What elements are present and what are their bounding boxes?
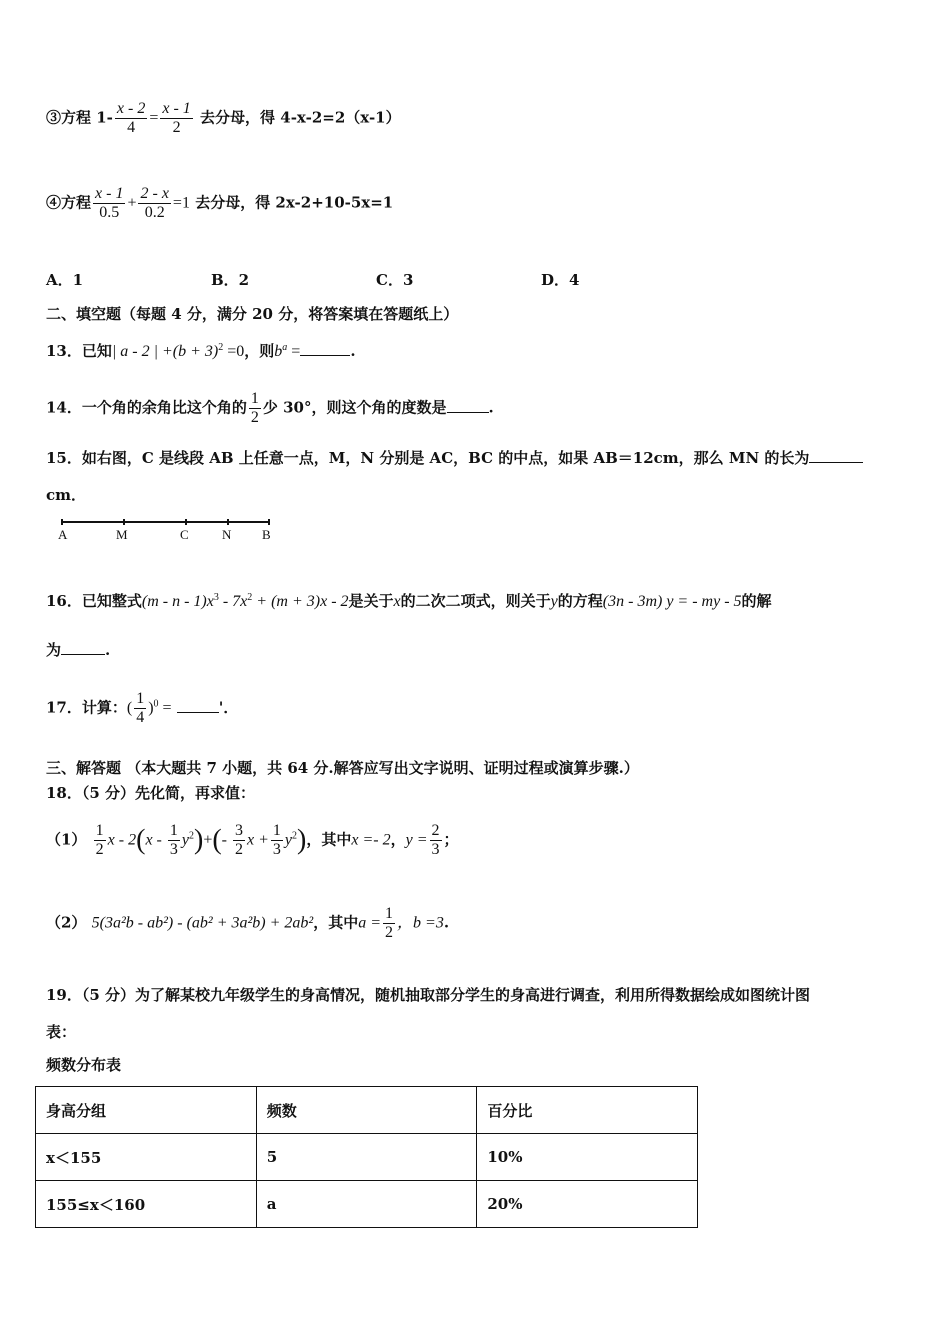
question-15-unit: cm．: [46, 486, 87, 504]
q14-answer-blank: [447, 398, 489, 413]
point-label-n: N: [222, 527, 232, 542]
point-label-b: B: [262, 527, 271, 542]
table-row: [36, 1181, 698, 1228]
q3-label: ③方程 1-: [46, 108, 113, 127]
q13-answer-blank: [300, 341, 350, 356]
question-18-part-2: （2） 5(3a²b - ab²) - (ab² + 3a²b) + 2ab²，其中a = $\frac{1}{2}$ ，b =3.: [46, 905, 450, 941]
option-b: B．2: [211, 271, 250, 289]
question-14: 14．一个角的余角比这个角的 $\frac{1}{2}$ 少 30°，则这个角的度数是 .: [46, 390, 494, 426]
q4-label: ④方程: [46, 193, 92, 212]
table-header-row: [36, 1087, 698, 1134]
frequency-table: [35, 1086, 698, 1228]
question-18-part-1: （1） $\frac{1}{2}$ x - 2(x - $\frac{1}{3}$ $y^2)+(-$ $\frac{3}{2}$ x + $\frac{1}{3}$ $y^2$)，其中x =- 2，y = $\frac{2}{3}$ ；: [46, 822, 459, 858]
question-3-line: ③方程 1- $\frac{x - 2}{4}$ = $\frac{x - 1}{2}$ 去分母，得 4-x-2=2（x-1）: [46, 100, 401, 136]
section-2-heading: 二、填空题（每题 4 分，满分 20 分，将答案填在答题纸上）: [46, 305, 459, 323]
table-row: [36, 1134, 698, 1181]
q18-y-fraction: $\frac{2}{3}$: [431, 822, 440, 858]
q3-fraction-1: $\frac{x - 2}{4}$: [116, 100, 146, 136]
question-16-line2: 为 .: [46, 641, 111, 659]
point-label-a: A: [58, 527, 68, 542]
tick-n: [227, 519, 229, 525]
table-cell: 20%: [477, 1181, 698, 1228]
question-15: 15．如右图，C 是线段 AB 上任意一点，M，N 分别是 AC，BC 的中点，如果 AB＝12cm，那么 MN 的长为: [46, 448, 863, 468]
option-a: A．1: [46, 271, 84, 289]
tick-c: [185, 519, 187, 525]
q4-fraction-1: $\frac{x - 1}{0.5}$: [95, 185, 124, 221]
q3-fraction-2: $\frac{x - 1}{2}$: [162, 100, 191, 136]
q4-fraction-2: $\frac{2 - x}{0.2}$: [140, 185, 169, 221]
question-16: 16．已知整式$(m - n - 1)x^3 - 7x^2 + (m + 3)x - 2$是关于x的二次二项式，则关于y的方程(3n - 3m) y = - my - 5的解: [46, 592, 772, 610]
tick-a: [61, 519, 63, 525]
question-19-line2: 表：: [46, 1023, 77, 1041]
table-cell: 155≤x＜160: [36, 1181, 257, 1228]
question-13: 13．已知| a - 2 | $+(b + 3)^2 =0$，则$b^a$ = .: [46, 342, 356, 360]
point-label-m: M: [116, 527, 128, 542]
question-19: 19．（5 分）为了解某校九年级学生的身高情况，随机抽取部分学生的身高进行调查，利用所得数据绘成如图统计图: [46, 986, 811, 1004]
option-d: D．4: [541, 271, 580, 289]
q14-fraction: $\frac{1}{2}$: [250, 390, 259, 426]
table-cell: 10%: [477, 1134, 698, 1181]
q3-tail: 去分母，得 4-x-2=2（x-1）: [200, 108, 401, 127]
table-cell: a: [256, 1181, 477, 1228]
point-label-c: C: [180, 527, 189, 542]
question-17: 17．计算：( $\frac{1}{4}$ )$^0$ = '．: [46, 690, 239, 726]
section-3-heading: 三、解答题 （本大题共 7 小题，共 64 分.解答应写出文字说明、证明过程或演算步骤.）: [46, 759, 639, 777]
table-caption: 频数分布表: [46, 1056, 122, 1074]
table-cell: 5: [256, 1134, 477, 1181]
segment-ab-line: [62, 521, 269, 523]
q17-fraction: $\frac{1}{4}$: [136, 690, 145, 726]
q18-a-fraction: $\frac{1}{2}$: [385, 905, 394, 941]
question-18-title: 18．（5 分）先化简，再求值：: [46, 784, 256, 802]
q16-answer-blank: [61, 640, 105, 655]
q15-answer-blank: [809, 448, 863, 463]
tick-b: [268, 519, 270, 525]
q4-tail: 去分母，得 2x-2+10-5x=1: [195, 193, 394, 212]
table-cell: x＜155: [36, 1134, 257, 1181]
question-4-line: ④方程 $\frac{x - 1}{0.5}$ + $\frac{2 - x}{0.2}$ =1 去分母，得 2x-2+10-5x=1: [46, 185, 394, 221]
option-c: C．3: [376, 271, 414, 289]
table-header: 频数: [256, 1087, 477, 1134]
table-header: 百分比: [477, 1087, 698, 1134]
q17-answer-blank: [177, 698, 219, 713]
table-header: 身高分组: [36, 1087, 257, 1134]
tick-m: [123, 519, 125, 525]
